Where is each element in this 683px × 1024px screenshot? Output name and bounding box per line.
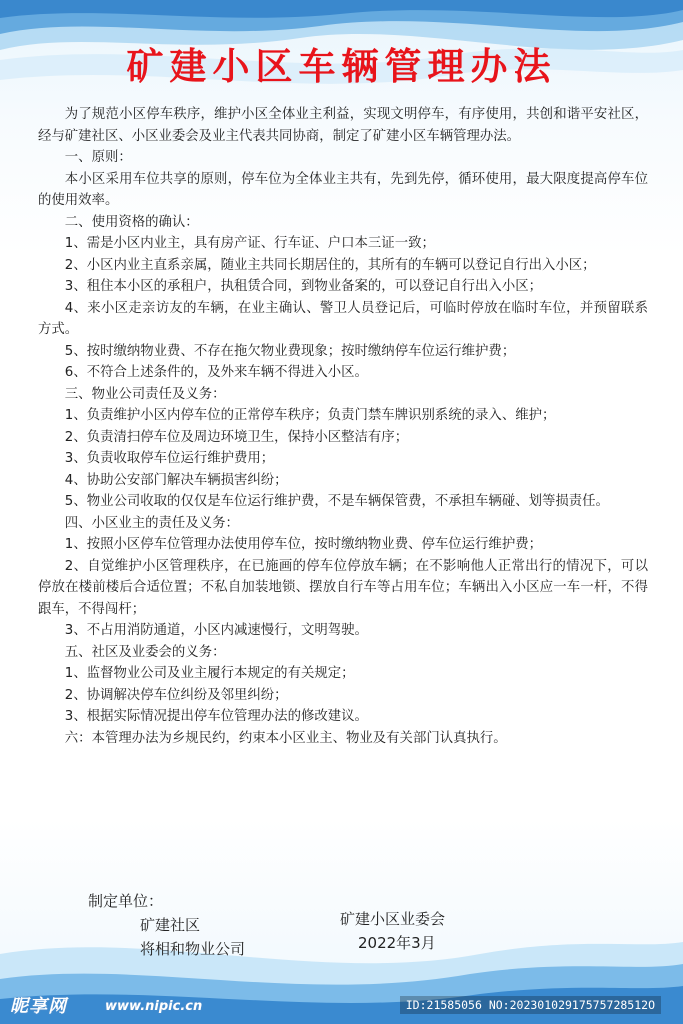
closing-paragraph: 六：本管理办法为乡规民约，约束本小区业主、物业及有关部门认真执行。 (64, 730, 507, 746)
paragraph: 本小区采用车位共享的原则，停车位为全体业主共有，先到先停，循环使用，最大限度提高停车位的使用效率。 (38, 171, 648, 208)
section-heading: 五、社区及业委会的义务： (64, 644, 226, 660)
intro-paragraph: 为了规范小区停车秩序，维护小区全体业主利益，实现文明停车，有序使用，共创和谐平安社区，经与矿建社区、小区业委会及业主代表共同协商，制定了矿建小区车辆管理办法。 (38, 107, 648, 144)
section-heading: 一、原则： (64, 150, 132, 165)
signer-org-property: 将相和物业公司 (140, 940, 246, 958)
list-item: 5、物业公司收取的仅仅是车位运行维护费，不是车辆保管费，不承担车辆碰、划等损责任。 (64, 494, 609, 509)
list-item: 1、监督物业公司及业主履行本规定的有关规定； (64, 666, 355, 681)
list-item: 2、协调解决停车位纠纷及邻里纠纷； (64, 687, 288, 703)
regulation-body (38, 104, 648, 749)
list-item: 1、需是小区内业主，具有房产证、行车证、户口本三证一致； (64, 236, 435, 251)
section-heading: 三、物业公司责任及义务： (64, 386, 226, 402)
watermark-logo: 昵享网 (10, 996, 67, 1017)
list-item: 2、负责清扫停车位及周边环境卫生，保持小区整洁有序； (64, 429, 409, 445)
list-item: 1、负责维护小区内停车位的正常停车秩序；负责门禁车牌识别系统的录入、维护； (64, 408, 556, 423)
signer-label: 制定单位： (88, 892, 164, 910)
list-item: 5、按时缴纳物业费、不存在拖欠物业费现象；按时缴纳停车位运行维护费； (64, 343, 516, 359)
list-item: 2、自觉维护小区管理秩序，在已施画的停车位停放车辆；在不影响他人正常出行的情况下，可以停放在楼前楼后合适位置；不私自加装地锁、摆放自行车等占用车位；车辆出入小区应一车一杆，不得跟车，不得闯杆； (38, 558, 648, 617)
list-item: 1、按照小区停车位管理办法使用停车位，按时缴纳物业费、停车位运行维护费； (64, 537, 542, 552)
list-item: 3、根据实际情况提出停车位管理办法的修改建议。 (64, 709, 368, 724)
page-title: 矿建小区车辆管理办法 (126, 45, 557, 88)
watermark-id: ID:21585056 NO:20230102917575728512O (400, 996, 661, 1014)
section-heading: 二、使用资格的确认： (64, 214, 199, 230)
list-item: 3、租住本小区的承租户，执租赁合同，到物业备案的，可以登记自行出入小区； (64, 279, 542, 294)
list-item: 3、不占用消防通道，小区内减速慢行，文明驾驶。 (64, 623, 368, 638)
list-item: 4、协助公安部门解决车辆损害纠纷； (64, 472, 288, 488)
watermark-site: www.nipic.cn (105, 999, 203, 1014)
list-item: 2、小区内业主直系亲属，随业主共同长期居住的，其所有的车辆可以登记自行出入小区； (64, 257, 596, 273)
list-item: 6、不符合上述条件的，及外来车辆不得进入小区。 (64, 365, 368, 380)
section-heading: 四、小区业主的责任及义务： (64, 515, 239, 531)
list-item: 4、来小区走亲访友的车辆，在业主确认、警卫人员登记后，可临时停放在临时车位，并预留联系方式。 (38, 300, 648, 337)
signature-block (0, 890, 683, 960)
signer-org-community: 矿建社区 (140, 916, 201, 934)
signing-date: 2022年3月 (358, 934, 436, 952)
signer-org-committee: 矿建小区业委会 (340, 910, 446, 928)
list-item: 3、负责收取停车位运行维护费用； (64, 451, 275, 466)
